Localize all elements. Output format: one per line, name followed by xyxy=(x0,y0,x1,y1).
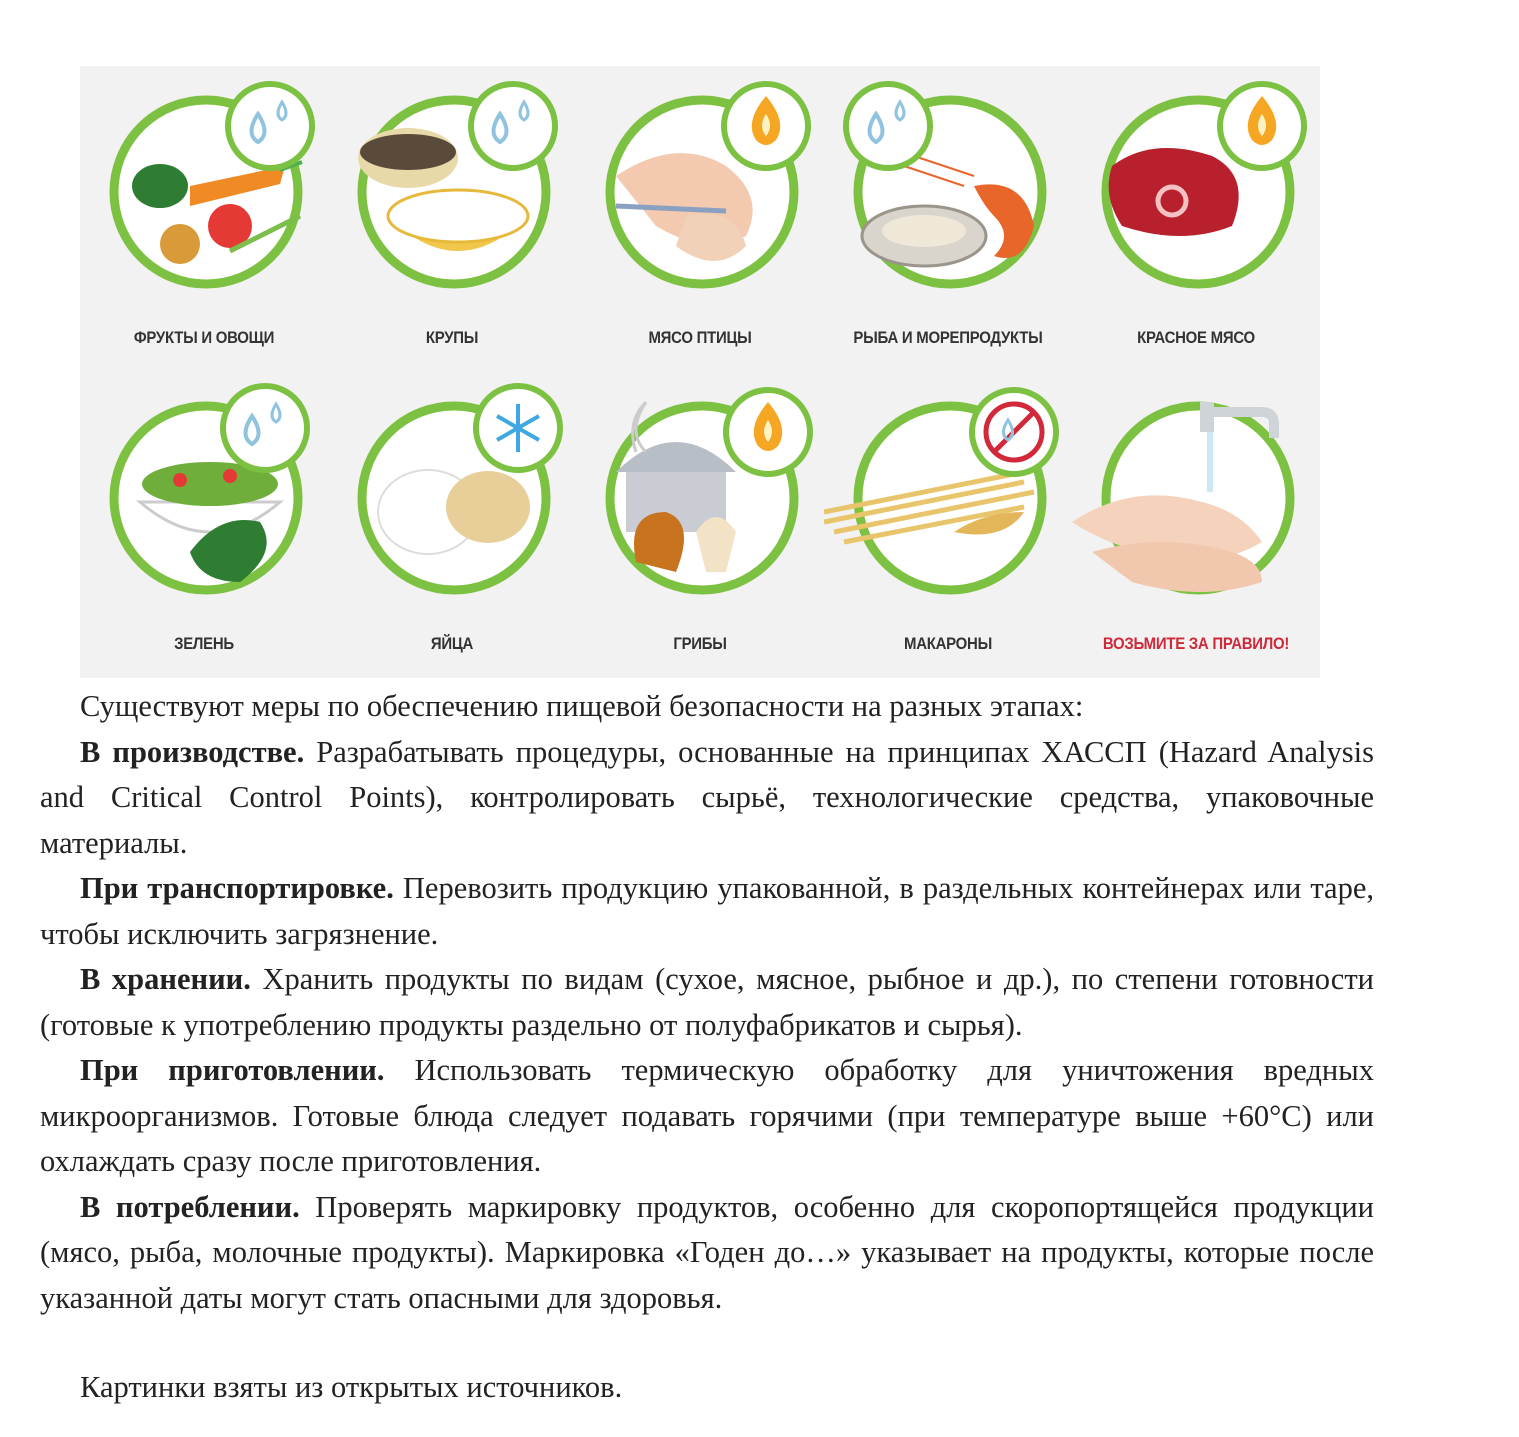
food-safety-infographic xyxy=(80,66,1320,678)
water-drops-icon xyxy=(471,84,555,168)
snowflake-icon xyxy=(476,386,560,470)
item-label: ФРУКТЫ И ОВОЩИ xyxy=(133,328,275,347)
paragraph-title: В хранении. xyxy=(80,962,251,996)
item-red-meat xyxy=(1072,66,1320,372)
intro-paragraph: Существуют меры по обеспечению пищевой безопасности на разных этапах: xyxy=(80,689,1084,723)
no-water-icon xyxy=(972,390,1056,474)
paragraph-body: Разрабатывать процедуры, основанные на принципах ХАССП (Hazard Analysis and Critical Control Points), контролировать сырьё, технологические средства, упаковочные материалы. xyxy=(40,734,1374,860)
poultry-illustration xyxy=(576,66,824,326)
paragraph-cooking xyxy=(40,1048,1374,1185)
mushrooms-illustration xyxy=(576,372,824,632)
grains-illustration xyxy=(328,66,576,326)
paragraph-transport xyxy=(40,866,1374,957)
paragraph-body: Перевозить продукцию упакованной, в раздельных контейнерах или таре, чтобы исключить загрязнение. xyxy=(40,871,1375,951)
item-label: ЗЕЛЕНЬ xyxy=(174,634,234,653)
pasta-illustration xyxy=(824,372,1072,632)
red-meat-illustration xyxy=(1072,66,1320,326)
item-label: МЯСО ПТИЦЫ xyxy=(648,328,752,347)
paragraph-title: При транспортировке. xyxy=(80,871,394,905)
item-fruits-vegetables xyxy=(80,66,328,372)
fruits-vegetables-illustration xyxy=(80,66,328,326)
item-label: КРУПЫ xyxy=(425,328,479,347)
water-drops-icon xyxy=(228,84,312,168)
article-body xyxy=(40,684,1374,1321)
item-label: КРАСНОЕ МЯСО xyxy=(1137,328,1255,347)
item-rule xyxy=(1072,372,1320,678)
paragraph-body: Хранить продукты по видам (сухое, мясное, рыбное и др.), по степени готовности (готовые к употреблению продукты раздельно от полуфабрикатов и сырья). xyxy=(40,962,1374,1042)
water-drops-icon xyxy=(223,386,307,470)
item-label: МАКАРОНЫ xyxy=(904,634,992,653)
item-label: РЫБА И МОРЕПРОДУКТЫ xyxy=(853,328,1043,347)
item-label: ЯЙЦА xyxy=(430,634,474,653)
item-pasta xyxy=(824,372,1072,678)
paragraph-storage xyxy=(40,957,1374,1048)
paragraph-title: При приготовлении. xyxy=(80,1053,385,1087)
fire-icon xyxy=(1220,84,1304,168)
fire-icon xyxy=(726,390,810,474)
paragraph-title: В производстве. xyxy=(80,734,305,769)
item-fish-seafood xyxy=(824,66,1072,372)
item-grains xyxy=(328,66,576,372)
paragraph-body: Использовать термическую обработку для уничтожения вредных микроорганизмов. Готовые блюда следует подавать горячими (при температуре выше +60°C) или охлаждать сразу после приготовления. xyxy=(40,1053,1374,1178)
item-label: ГРИБЫ xyxy=(673,634,727,653)
fish-seafood-illustration xyxy=(824,66,1072,326)
eggs-illustration xyxy=(328,372,576,632)
item-greens xyxy=(80,372,328,678)
paragraph-title: В потреблении. xyxy=(80,1189,300,1224)
paragraph-body: Проверять маркировку продуктов, особенно для скоропортящейся продукции (мясо, рыба, молочные продукты). Маркировка «Годен до…» указывает на продукты, которые после указанной даты могут стать опасными для здоровья. xyxy=(40,1189,1374,1315)
handwashing-illustration xyxy=(1072,372,1320,632)
image-credit: Картинки взяты из открытых источников. xyxy=(80,1370,623,1404)
item-mushrooms xyxy=(576,372,824,678)
water-drops-icon xyxy=(846,84,930,168)
fire-icon xyxy=(724,84,808,168)
item-label: ВОЗЬМИТЕ ЗА ПРАВИЛО! xyxy=(1102,634,1290,653)
paragraph-production xyxy=(40,730,1374,867)
paragraph-consumption xyxy=(40,1185,1374,1322)
greens-illustration xyxy=(80,372,328,632)
item-eggs xyxy=(328,372,576,678)
item-poultry xyxy=(576,66,824,372)
